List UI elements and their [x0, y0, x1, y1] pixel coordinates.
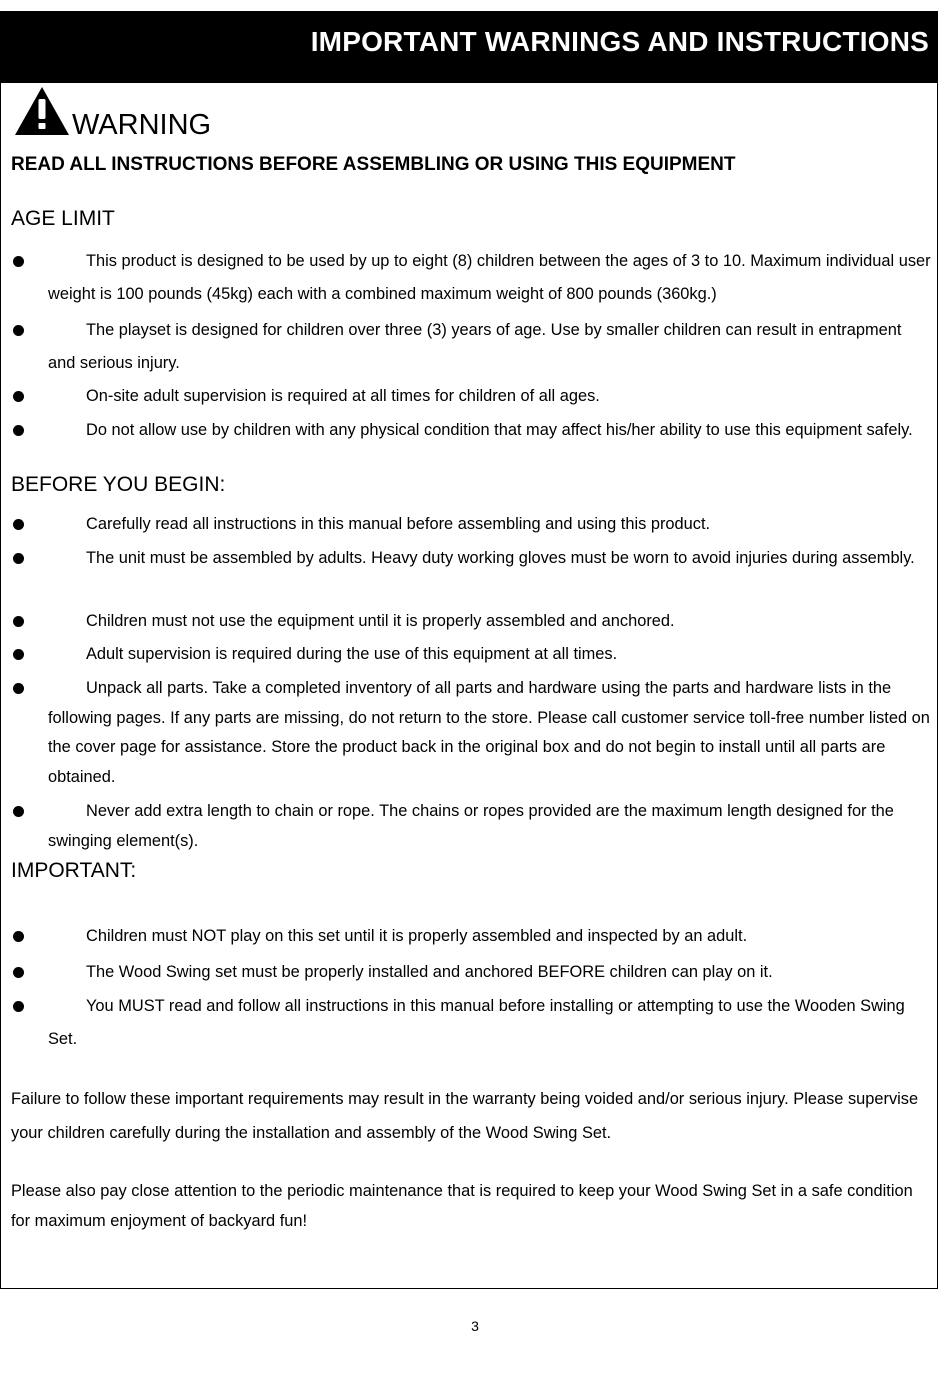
list-item-text: Children must NOT play on this set until it is properly assembled and inspected by an adult.	[86, 927, 748, 945]
list-item-text: Children must not use the equipment until it is properly assembled and anchored.	[86, 612, 675, 630]
list-item	[48, 920, 933, 953]
bullet-icon	[13, 649, 24, 660]
list-item	[48, 607, 933, 636]
content-frame	[0, 11, 938, 1289]
list-item	[48, 510, 933, 539]
list-item-text: The unit must be assembled by adults. Heavy duty working gloves must be worn to avoid injuries during assembly.	[86, 549, 915, 567]
warning-label: WARNING	[72, 109, 212, 141]
bullet-icon	[13, 325, 24, 336]
list-item-text: Do not allow use by children with any physical condition that may affect his/her ability to use this equipment safely.	[86, 421, 913, 439]
list-item	[48, 956, 933, 989]
page-number: 3	[471, 1318, 479, 1334]
list-item	[48, 314, 933, 380]
section-heading-before-you-begin: BEFORE YOU BEGIN:	[11, 473, 226, 496]
list-item-text: This product is designed to be used by up to eight (8) children between the ages of 3 to 10. Maximum individual user weight is 100 pounds (45kg) each with a combined maximum weight of 800 pounds (360kg.)	[48, 252, 931, 303]
bullet-icon	[13, 425, 24, 436]
section-heading-important: IMPORTANT:	[11, 859, 137, 882]
list-item-text: Adult supervision is required during the use of this equipment at all times.	[86, 645, 618, 663]
bullet-icon	[13, 806, 24, 817]
list-item	[48, 797, 933, 856]
list-item-text: You MUST read and follow all instructions in this manual before installing or attempting to use the Wooden Swing Set.	[48, 997, 905, 1048]
list-item-text: The playset is designed for children over three (3) years of age. Use by smaller children can result in entrapment and serious injury.	[48, 321, 902, 372]
list-item-text: On-site adult supervision is required at all times for children of all ages.	[86, 387, 600, 405]
bullet-icon	[13, 616, 24, 627]
bullet-icon	[13, 553, 24, 564]
page-title: IMPORTANT WARNINGS AND INSTRUCTIONS	[310, 26, 929, 57]
list-item	[48, 416, 933, 445]
bullet-icon	[13, 931, 24, 942]
list-item	[48, 544, 933, 573]
bullet-icon	[13, 967, 24, 978]
warranty-paragraph: Failure to follow these important requirements may result in the warranty being voided and/or serious injury. Please supervise your children carefully during the installation and assembly of the Wood Swing Set.	[11, 1090, 919, 1142]
bullet-icon	[13, 391, 24, 402]
maintenance-paragraph: Please also pay close attention to the periodic maintenance that is required to keep your Wood Swing Set in a safe condition for maximum enjoyment of backyard fun!	[11, 1182, 913, 1230]
section-heading-age-limit: AGE LIMIT	[11, 207, 115, 230]
list-item-text: Carefully read all instructions in this manual before assembling and using this product.	[86, 515, 711, 533]
list-item-text: Unpack all parts. Take a completed inventory of all parts and hardware using the parts and hardware lists in the following pages. If any parts are missing, do not return to the store. Please call customer service toll-free number listed on the cover page for assistance. Store the product back in the original box and do not begin to install until all parts are obtained.	[48, 679, 930, 786]
list-item	[48, 640, 933, 669]
warning-triangle-icon	[13, 85, 71, 137]
bullet-icon	[13, 1001, 24, 1012]
list-item-text: The Wood Swing set must be properly installed and anchored BEFORE children can play on it.	[86, 963, 773, 981]
list-item	[48, 245, 933, 311]
bullet-icon	[13, 256, 24, 267]
list-item	[48, 674, 933, 792]
list-item	[48, 380, 933, 413]
bullet-icon	[13, 519, 24, 530]
list-item-text: Never add extra length to chain or rope. The chains or ropes provided are the maximum length designed for the swinging element(s).	[48, 802, 894, 850]
read-all-notice: READ ALL INSTRUCTIONS BEFORE ASSEMBLING OR USING THIS EQUIPMENT	[11, 154, 736, 175]
bullet-icon	[13, 683, 24, 694]
header-banner	[1, 12, 937, 83]
list-item	[48, 990, 933, 1056]
